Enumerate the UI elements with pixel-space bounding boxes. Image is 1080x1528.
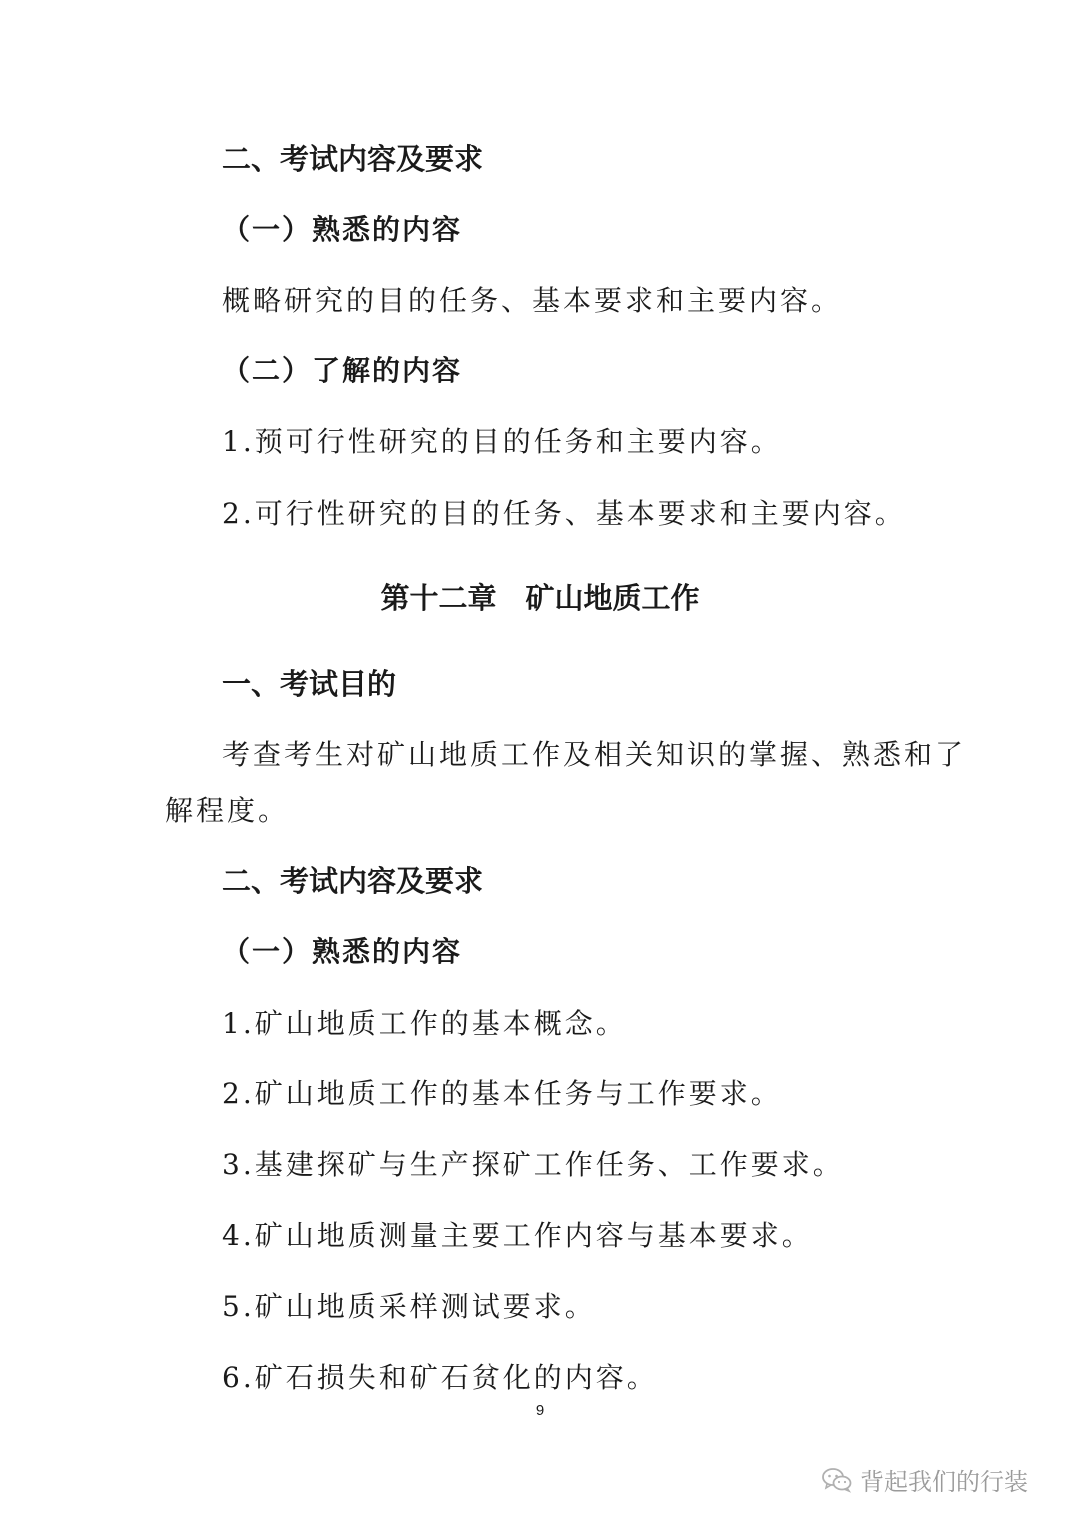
list-item: 1.矿山地质工作的基本概念。 [222,1007,627,1040]
subsection-heading: （二）了解的内容 [222,354,463,387]
paragraph-line: 解程度。 [165,794,290,827]
list-item: 6.矿石损失和矿石贫化的内容。 [222,1361,658,1394]
subsection-heading: （一）熟悉的内容 [222,213,463,246]
list-item: 4.矿山地质测量主要工作内容与基本要求。 [222,1219,813,1252]
list-item: 2.矿山地质工作的基本任务与工作要求。 [222,1077,782,1110]
wechat-icon [822,1467,852,1493]
watermark [822,1462,1028,1497]
paragraph-line: 概略研究的目的任务、基本要求和主要内容。 [222,284,843,317]
chapter-title: 第十二章 矿山地质工作 [380,581,700,615]
paragraph-line: 考查考生对矿山地质工作及相关知识的掌握、熟悉和了 [222,738,967,771]
watermark-text: 背起我们的行装 [860,1468,1028,1496]
list-item: 2.可行性研究的目的任务、基本要求和主要内容。 [222,497,906,530]
subsection-heading: （一）熟悉的内容 [222,935,463,968]
section-heading: 一、考试目的 [222,667,397,701]
list-item: 3.基建探矿与生产探矿工作任务、工作要求。 [222,1148,844,1181]
section-heading: 二、考试内容及要求 [222,142,484,176]
list-item: 5.矿山地质采样测试要求。 [222,1290,596,1323]
section-heading: 二、考试内容及要求 [222,864,484,898]
list-item: 1.预可行性研究的目的任务和主要内容。 [222,425,782,458]
page-number: 9 [535,1402,545,1419]
